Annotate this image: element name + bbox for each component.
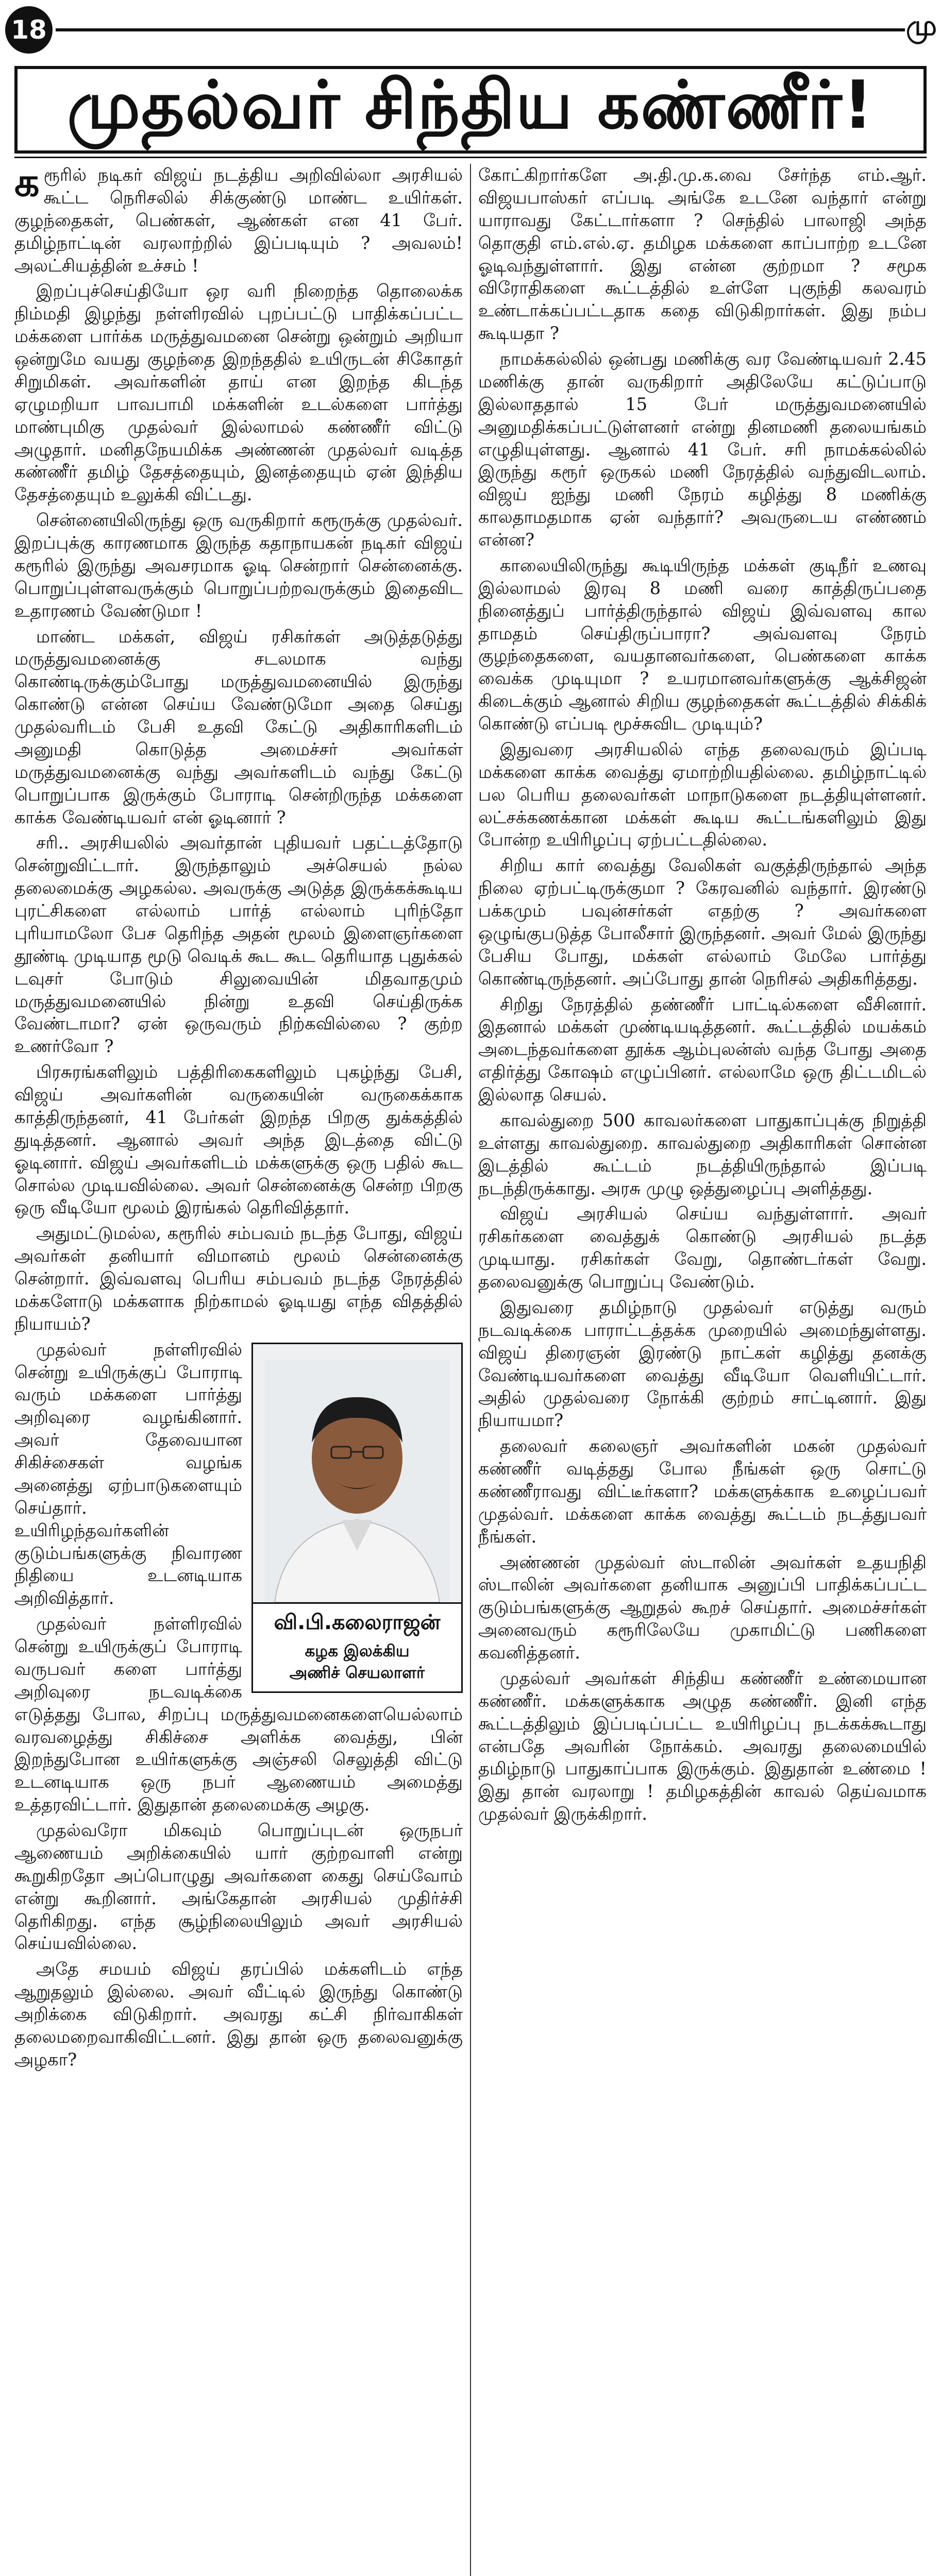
article-paragraph: மாண்ட மக்கள், விஜய் ரசிகர்கள் அடுத்தடுத்து மருத்துவமனைக்கு சடலமாக வந்து கொண்டிருக்கும்போது மருத்துவமனையில் இருந்து கொண்டு என்ன செய்ய வேண்டுமோ அதை செய்து முதல்வரிடம் பேசி உதவி கேட்டு அதிகாரிகளிடம் அனுமதி கொடுத்த அமைச்சர் அவர்கள் மருத்துவமனைக்கு வந்து அவர்களிடம் வந்து கேட்டு பொறுப்பாக இருக்கும் போராடி சென்றிருந்த மக்களை காக்க வேண்டியவர் என் ஓடினார் ? [14,626,463,827]
headline-rule [14,157,927,158]
page-title: முதல்வர் சிந்திய கண்ணீர்! [67,67,874,144]
article-paragraph: சிறிய கார் வைத்து வேலிகள் வகுத்திருந்தால் அந்த நிலை ஏற்பட்டிருக்குமா ? கேரவனில் வந்தார். இரண்டு பக்கமும் பவுன்சர்கள் எதற்கு ? அவர்களை ஒழுங்குபடுத்த போலீசார் இருந்தனர். அவர் மேல் இருந்து பேசிய போது, மக்கள் எல்லாம் மேலே பார்த்து கொண்டிருந்தனர். அப்போது தான் நெரிசல் அதிகரித்தது. [478,855,927,989]
article-paragraph: தலைவர் கலைஞர் அவர்களின் மகன் முதல்வர் கண்ணீர் வடித்தது போல நீங்கள் ஒரு சொட்டு கண்ணீராவது விட்டீர்களா? மக்களுக்காக உழைப்பவர் முதல்வர். மக்களை காக்க வைத்து கூட்டம் நடத்துபவர் நீங்கள். [478,1436,927,1547]
author-portrait-icon [264,1360,450,1602]
article-paragraph: அண்ணன் முதல்வர் ஸ்டாலின் அவர்கள் உதயநிதி ஸ்டாலின் அவர்களை தனியாக அனுப்பி பாதிக்கப்பட்ட குடும்பங்களுக்கு ஆறுதல் கூறச் செய்தார். அமைச்சர்கள் அனைவரும் கரூரிலேயே முகாமிட்டு பணிகளை கவனித்தனர். [478,1552,927,1663]
article-paragraph: இதுவரை தமிழ்நாடு முதல்வர் எடுத்து வரும் நடவடிக்கை பாராட்டத்தக்க முறையில் அமைந்துள்ளது. விஜய் திரைஞன் இரண்டு நாட்கள் கழித்து தனக்கு வேண்டியவர்களை வைத்து வீடியோ வெளியிட்டார். அதில் முதல்வரை நோக்கி குற்றம் சாட்டினார். இது நியாயமா? [478,1297,927,1431]
article-paragraph: முதல்வர் நள்ளிரவில் சென்று உயிருக்குப் போராடி வரும் மக்களை பார்த்து அறிவுரை வழங்கினார். அவர் தேவையான சிகிச்சைகள் வழங்க அனைத்து ஏற்பாடுகளையும் செய்தார். உயிரிழந்தவர்களின் குடும்பங்களுக்கு நிவாரண நிதியை உடனடியாக அறிவித்தார். [14,1339,242,1608]
article-paragraph: பிரசுரங்களிலும் பத்திரிகைகளிலும் புகழ்ந்து பேசி, விஜய் அவர்களின் வருகையின் வருகைக்காக காத்திருந்தனர், 41 பேர்கள் இறந்த பிறகு துக்கத்தில் துடித்தனர். ஆனால் அவர் அந்த இடத்தை விட்டு ஓடினார். விஜய் அவர்களிடம் மக்களுக்கு ஒரு பதில் கூட சொல்ல முடியவில்லை. அவர் சென்னைக்கு சென்ற பிறகு ஒரு வீடியோ மூலம் இரங்கல் தெரிவித்தார். [14,1062,463,1218]
article-paragraph: சிறிது நேரத்தில் தண்ணீர் பாட்டில்களை வீசினார். இதனால் மக்கள் முண்டியடித்தனர். கூட்டத்தில் மயக்கம் அடைந்தவர்களை தூக்க ஆம்புலன்ஸ் வந்த போது அதை எதிர்த்து கோஷம் எழுப்பினர். எல்லாமே ஒரு திட்டமிடல் இல்லாத செயல். [478,994,927,1105]
article-paragraph: ரூரில் நடிகர் விஜய் நடத்திய அறிவில்லா அரசியல் கூட்ட நெரிசலில் சிக்குண்டு மாண்ட உயிர்கள். குழந்தைகள், பெண்கள், ஆண்கள் என 41 பேர். தமிழ்நாட்டின் வரலாற்றில் இப்படியும் ? அவலம்! அலட்சியத்தின் உச்சம் ! [14,165,463,276]
article-paragraph: சரி.. அரசியலில் அவர்தான் புதியவர் பதட்டத்தோடு சென்றுவிட்டார். இருந்தாலும் அச்செயல் நல்ல தலைமைக்கு அழகல்ல. அவருக்கு அடுத்த இருக்கக்கூடிய புரட்சிகளை எல்லாம் பார்த் எல்லாம் புரிந்தோ புரியாமலோ பேச தெரிந்த அதன் மூலம் இளைஞர்களை தூண்டி முடியாத மூடு வெடிக் கூட கூட தெரியாத புதுக்கல் டவுசர் போடும் சிலுவையின் மிதவாதமும் மருத்துவமனையில் நின்று உதவி செய்திருக்க வேண்டாமா? ஏன் ஒருவரும் நிற்கவில்லை ? குற்ற உணர்வோ ? [14,833,463,1057]
author-name: வி.பி.கலைராஜன் [274,1610,441,1634]
article-paragraph: நாமக்கல்லில் ஒன்பது மணிக்கு வர வேண்டியவர் 2.45 மணிக்கு தான் வருகிறார் அதிலேயே கட்டுப்பாடு இல்லாததால் 15 பேர் மருத்துவமனையில் அனுமதிக்கப்பட்டுள்ளனர் என்று தினமணி தலையங்கம் எழுதியுள்ளது. ஆனால் 41 பேர். சரி நாமக்கல்லில் இருந்து கரூர் ஒருகல் மணி நேரத்தில் வந்துவிடலாம். விஜய் ஐந்து மணி நேரம் கழித்து 8 மணிக்கு காலதாமதமாக ஏன் வந்தார்? அவருடைய எண்ணம் என்ன? [478,349,927,550]
author-caption [253,1602,461,1691]
page-number: 18 [5,6,53,54]
header-rule [56,28,905,31]
article-paragraph: அதுமட்டுமல்ல, கரூரில் சம்பவம் நடந்த போது, விஜய் அவர்கள் தனியார் விமானம் மூலம் சென்னைக்கு சென்றார். இவ்வளவு பெரிய சம்பவம் நடந்த நேரத்தில் மக்களோடு மக்களாக நிற்காமல் ஓடியது எந்த விதத்தில் நியாயம்? [14,1223,463,1334]
article-paragraph: முதல்வர் அவர்கள் சிந்திய கண்ணீர் உண்மையான கண்ணீர். மக்களுக்காக அழுத கண்ணீர். இனி எந்த கூட்டத்திலும் இப்படிப்பட்ட உயிரிழப்பு நடக்கக்கூடாது என்பதே அவரின் நோக்கம். அவரது தலைமையில் தமிழ்நாடு பாதுகாப்பாக இருக்கும். இதுதான் உண்மை ! இது தான் வரலாறு ! தமிழகத்தின் காவல் தெய்வமாக முதல்வர் இருக்கிறார். [478,1668,927,1824]
headline-box [14,66,927,154]
article-paragraph: காவல்துறை 500 காவலர்களை பாதுகாப்புக்கு நிறுத்தி உள்ளது காவல்துறை. காவல்துறை அதிகாரிகள் சொன்ன இடத்தில் கூட்டம் நடத்தியிருந்தால் இப்படி நடந்திருக்காது. அரசு முழு ஒத்துழைப்பு அளித்தது. [478,1110,927,1198]
article-paragraph: முதல்வரோ மிகவும் பொறுப்புடன் ஒருநபர் ஆணையம் அறிக்கையில் யார் குற்றவாளி என்று கூறுகிறதோ அப்பொழுது அவர்களை கைது செய்வோம் என்று கூறினார். அங்கேதான் அரசியல் முதிர்ச்சி தெரிகிறது. எந்த சூழ்நிலையிலும் அவர் அரசியல் செய்யவில்லை. [14,1820,463,1954]
page-header [0,0,941,62]
article-paragraph: இதுவரை அரசியலில் எந்த தலைவரும் இப்படி மக்களை காக்க வைத்து ஏமாற்றியதில்லை. தமிழ்நாட்டில் பல பெரிய தலைவர்கள் மாநாடுகளை நடத்தியுள்ளனர். லட்சக்கணக்கான மக்கள் கூடிய கூட்டங்களிலும் இது போன்ற உயிரிழப்பு ஏற்பட்டதில்லை. [478,739,927,850]
column-divider [470,164,471,2576]
article-body [14,164,927,2576]
publication-logo: மு [906,9,937,42]
drop-cap: க [14,164,40,205]
author-photo-box [251,1343,463,1693]
article-paragraph: இறப்புச்செய்தியோ ஒர வரி நிறைந்த தொலைக்க நிம்மதி இழந்து நள்ளிரவில் புறப்பட்டு பாதிக்கப்பட்ட மக்களை பார்க்க மருத்துவமனை சென்று ஒன்றும் அறியா ஒன்றுமே வயது குழந்தை இறந்ததில் உயிருடன் சிகோதர் சிறுமிகள். அவர்களின் தாய் என இறந்த கிடந்த ஏழுமறியா பாவபாமி மக்களின் உடல்களை பார்த்து மாண்புமிகு முதல்வர் இல்லாமல் கண்ணீர் விட்டு அழுதார். மனிதநேயமிக்க அண்ணன் முதல்வர் வடித்த கண்ணீர் தமிழ் தேசத்தையும், இனத்தையும் ஏன் இந்திய தேசத்தையும் உலுக்கி விட்டது. [14,281,463,505]
author-photo [253,1344,461,1602]
author-role-line1: கழக இலக்கிய [305,1641,410,1660]
article-paragraph: கோட்கிறார்களே அ.தி.மு.க.வை சேர்ந்த எம்.ஆர். விஜயபாஸ்கர் எப்படி அங்கே உடனே வந்தார் என்று யாராவது கேட்டார்களா ? செந்தில் பாலாஜி அந்த தொகுதி எம்.எல்.ஏ. தமிழக மக்களை காப்பாற்ற உடனே ஓடிவந்துள்ளார். இது என்ன குற்றமா ? சமூக விரோதிகளை கூட்டத்தில் உள்ளே புகுந்தி கலவரம் உண்டாக்கப்பட்டதாக கதை விடுகிறார்கள். இது நம்ப கூடியதா ? [478,165,927,344]
article-paragraph: காலையிலிருந்து கூடியிருந்த மக்கள் குடிநீர் உணவு இல்லாமல் இரவு 8 மணி வரை காத்திருப்பதை நினைத்துப் பார்த்திருந்தால் விஜய் இவ்வளவு கால தாமதம் செய்திருப்பாரா? அவ்வளவு நேரம் குழந்தைகளை, வயதானவர்களை, பெண்களை காக்க வைக்க முடியுமா ? உயரமானவர்களுக்கு ஆக்சிஜன் கிடைக்கும் ஆனால் சிறிய குழந்தைகள் கூட்டத்தில் சிக்கிக் கொண்டு எப்படி மூச்சுவிட முடியும்? [478,555,927,734]
article-paragraph: விஜய் அரசியல் செய்ய வந்துள்ளார். அவர் ரசிகர்களை வைத்துக் கொண்டு அரசியல் நடத்த முடியாது. ரசிகர்கள் வேறு, தொண்டர்கள் வேறு. தலைவனுக்கு பொறுப்பு வேண்டும். [478,1204,927,1292]
article-paragraph: சென்னையிலிருந்து ஒரு வருகிறார் கரூருக்கு முதல்வர். இறப்புக்கு காரணமாக இருந்த கதாநாயகன் நடிகர் விஜய் கரூரில் இருந்து அவசரமாக ஓடி சென்றார் சென்னைக்கு. பொறுப்புள்ளவருக்கும் பொறுப்பற்றவருக்கும் இதைவிட உதாரணம் வேண்டுமா ! [14,510,463,621]
author-role-line2: அணிச் செயலாளர் [289,1663,425,1682]
article-paragraph: அதே சமயம் விஜய் தரப்பில் மக்களிடம் எந்த ஆறுதலும் இல்லை. அவர் வீட்டில் இருந்து கொண்டு அறிக்கை விடுகிறார். அவரது கட்சி நிர்வாகிகள் தலைமறைவாகிவிட்டனர். இது தான் ஒரு தலைவனுக்கு அழகா? [14,1959,463,2070]
article-column-left [14,164,463,2576]
article-column-right [478,164,927,2576]
article-paragraph: முதல்வர் நள்ளிரவில் சென்று உயிருக்குப் போராடி வருபவர் களை பார்த்து அறிவுரை நடவடிக்கை எடுத்தது போல, சிறப்பு மருத்துவமனைகளையெல்லாம் வரவழைத்து சிகிச்சை அளிக்க வைத்து, பின் இறந்துபோன உயிர்களுக்கு அஞ்சலி செலுத்தி விட்டு உடனடியாக ஒரு நபர் ஆணையம் அமைத்து உத்தரவிட்டார். இதுதான் தலைமைக்கு அழகு. [14,1614,463,1815]
